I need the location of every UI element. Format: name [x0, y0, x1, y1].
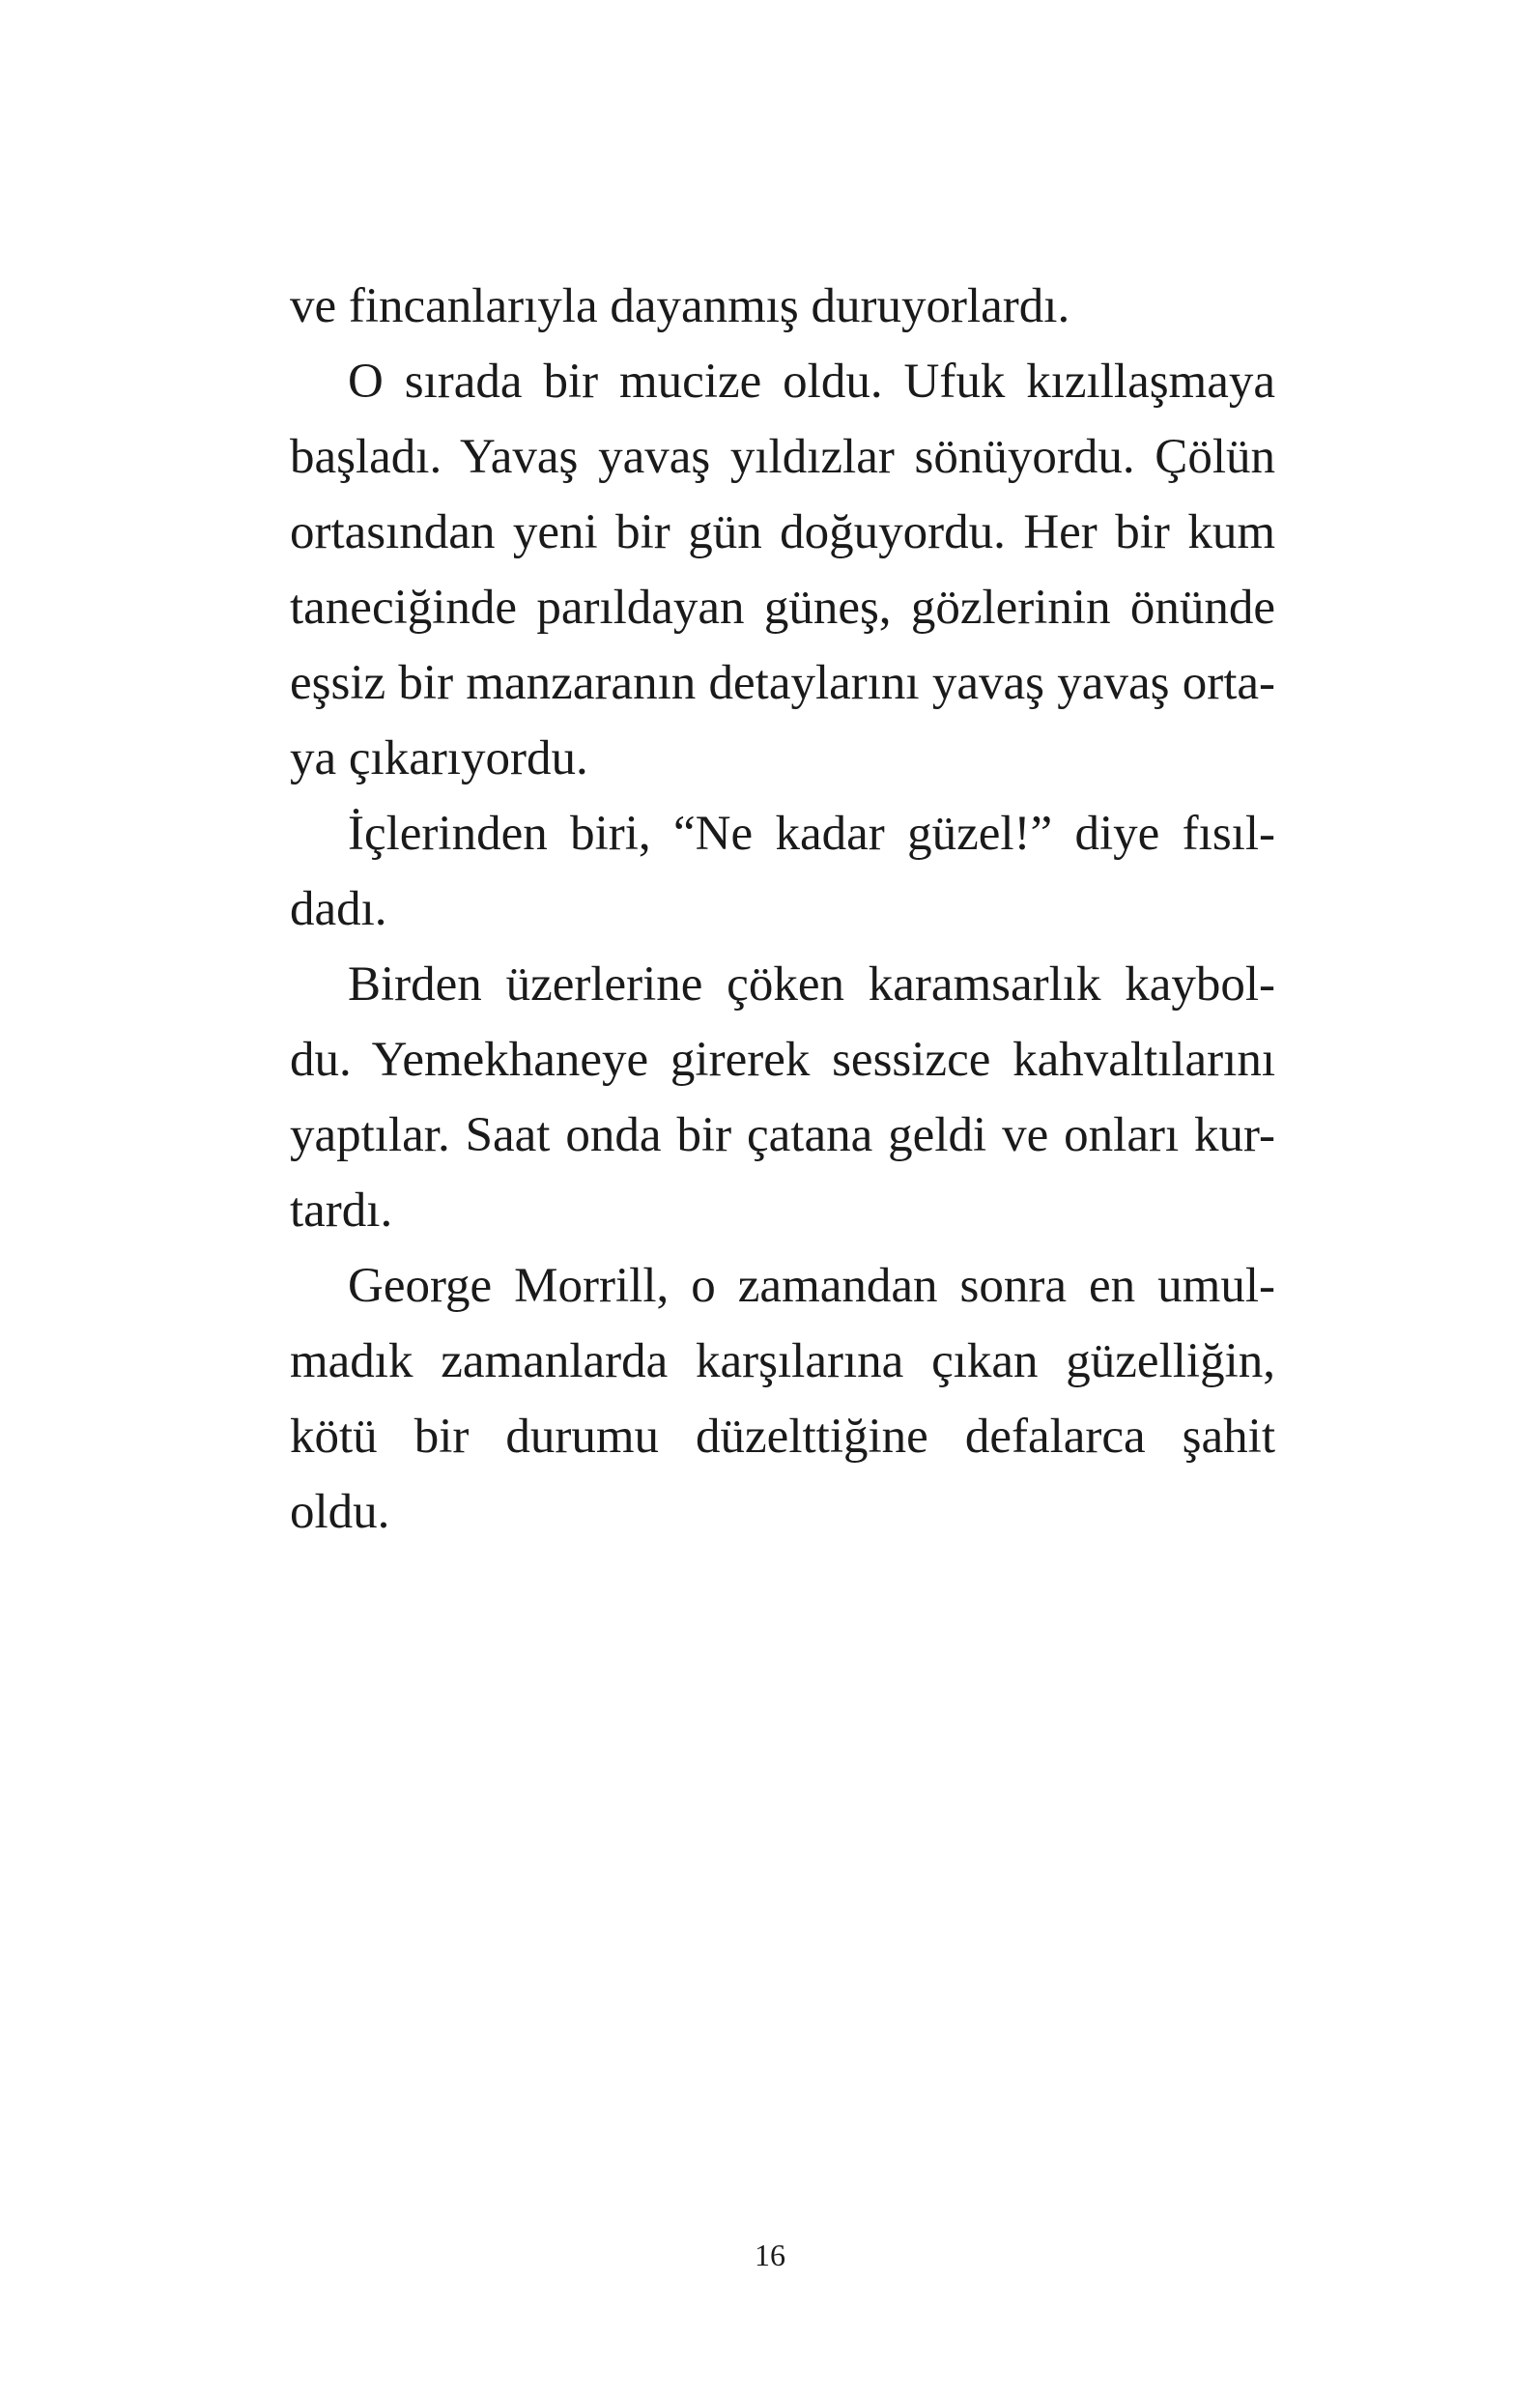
text-line: ya çıkarıyordu.: [290, 731, 588, 785]
text-line: yaptılar. Saat onda bir çatana geldi ve onları kur-: [290, 1108, 1275, 1162]
paragraph-start-line: O sırada bir mucize oldu. Ufuk kızıllaşmaya: [348, 355, 1275, 409]
text-line: kötü bir durumu düzelttiğine defalarca şahit: [290, 1410, 1275, 1464]
text-line: başladı. Yavaş yavaş yıldızlar sönüyordu. Çölün: [290, 430, 1275, 484]
text-line: du. Yemekhaneye girerek sessizce kahvaltılarını: [290, 1033, 1275, 1087]
text-line: tardı.: [290, 1184, 393, 1238]
text-line: madık zamanlarda karşılarına çıkan güzelliğin,: [290, 1334, 1275, 1388]
text-line: taneciğinde parıldayan güneş, gözlerinin önünde: [290, 581, 1275, 635]
paragraph-start-line: Birden üzerlerine çöken karamsarlık kaybol-: [348, 957, 1275, 1012]
text-line: ve fincanlarıyla dayanmış duruyorlardı.: [290, 279, 1070, 333]
text-line: eşsiz bir manzaranın detaylarını yavaş yavaş orta-: [290, 656, 1275, 710]
page-number: 16: [755, 2238, 785, 2272]
text-line: oldu.: [290, 1485, 390, 1539]
paragraph-start-line: George Morrill, o zamandan sonra en umul-: [348, 1259, 1275, 1313]
paragraph-start-line: İçlerinden biri, “Ne kadar güzel!” diye fısıl-: [348, 807, 1275, 861]
text-line: dadı.: [290, 882, 387, 936]
text-line: ortasından yeni bir gün doğuyordu. Her bir kum: [290, 505, 1275, 559]
